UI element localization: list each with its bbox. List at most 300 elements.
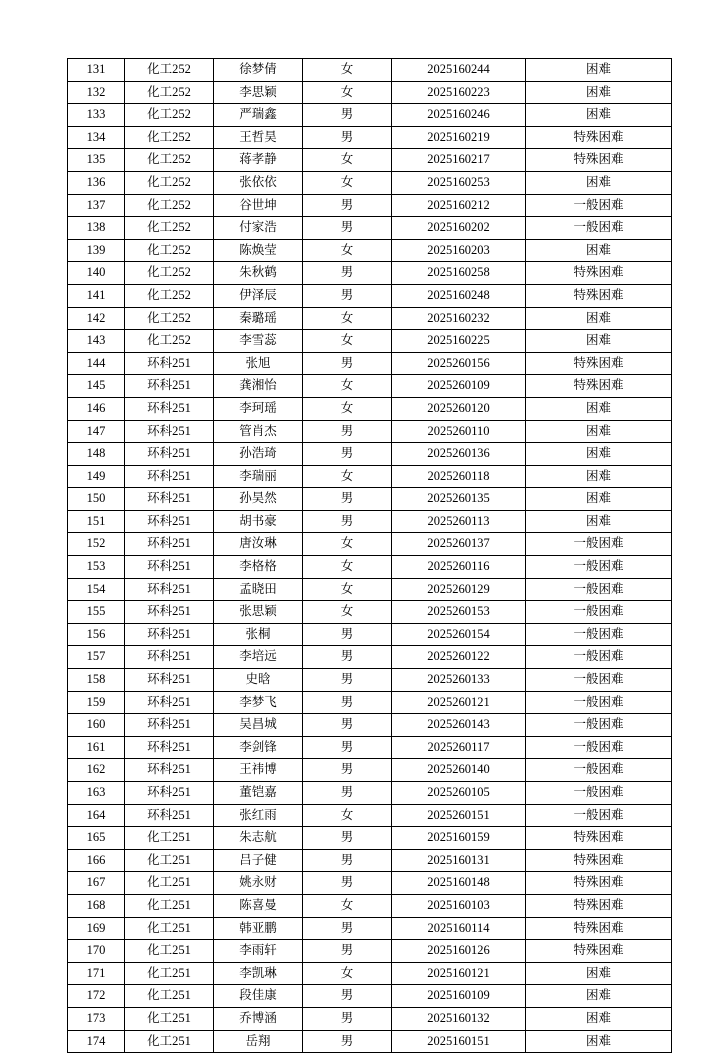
cell-student-id: 2025160217 [392, 149, 526, 172]
cell-name: 李剑锋 [214, 736, 303, 759]
cell-level: 一般困难 [526, 804, 672, 827]
table-row [68, 736, 672, 759]
cell-gender: 女 [303, 59, 392, 82]
cell-gender: 女 [303, 330, 392, 353]
cell-name: 段佳康 [214, 985, 303, 1008]
cell-class: 化工251 [125, 940, 214, 963]
cell-name: 朱秋鹤 [214, 262, 303, 285]
cell-level: 特殊困难 [526, 940, 672, 963]
cell-name: 张思颖 [214, 601, 303, 624]
cell-level: 一般困难 [526, 556, 672, 579]
cell-class: 化工251 [125, 1030, 214, 1053]
student-assistance-table [67, 58, 672, 1053]
cell-name: 李珂瑶 [214, 397, 303, 420]
cell-class: 环科251 [125, 736, 214, 759]
cell-gender: 男 [303, 126, 392, 149]
table-row [68, 104, 672, 127]
table-row [68, 126, 672, 149]
cell-name: 付家浩 [214, 217, 303, 240]
cell-class: 环科251 [125, 510, 214, 533]
table-row [68, 239, 672, 262]
cell-student-id: 2025160258 [392, 262, 526, 285]
cell-student-id: 2025260118 [392, 465, 526, 488]
cell-student-id: 2025160103 [392, 894, 526, 917]
cell-class: 化工252 [125, 217, 214, 240]
table-row [68, 330, 672, 353]
cell-name: 李培远 [214, 646, 303, 669]
table-body [68, 59, 672, 1053]
cell-name: 张依依 [214, 171, 303, 194]
table-row [68, 714, 672, 737]
cell-level: 困难 [526, 397, 672, 420]
cell-gender: 男 [303, 262, 392, 285]
cell-level: 特殊困难 [526, 149, 672, 172]
cell-student-id: 2025160114 [392, 917, 526, 940]
table-row [68, 804, 672, 827]
cell-name: 孙昊然 [214, 488, 303, 511]
cell-class: 环科251 [125, 623, 214, 646]
cell-class: 化工251 [125, 985, 214, 1008]
cell-student-id: 2025260137 [392, 533, 526, 556]
cell-level: 特殊困难 [526, 375, 672, 398]
cell-index: 133 [68, 104, 125, 127]
cell-student-id: 2025160203 [392, 239, 526, 262]
cell-student-id: 2025160121 [392, 962, 526, 985]
table-row [68, 623, 672, 646]
cell-gender: 男 [303, 1007, 392, 1030]
cell-level: 困难 [526, 465, 672, 488]
table-row [68, 307, 672, 330]
table-row [68, 262, 672, 285]
cell-class: 环科251 [125, 601, 214, 624]
cell-student-id: 2025260140 [392, 759, 526, 782]
cell-name: 谷世坤 [214, 194, 303, 217]
cell-index: 159 [68, 691, 125, 714]
cell-index: 167 [68, 872, 125, 895]
cell-name: 王祎博 [214, 759, 303, 782]
cell-name: 吴昌城 [214, 714, 303, 737]
cell-level: 一般困难 [526, 691, 672, 714]
cell-index: 165 [68, 827, 125, 850]
cell-level: 特殊困难 [526, 262, 672, 285]
table-row [68, 782, 672, 805]
cell-name: 李雨轩 [214, 940, 303, 963]
table-row [68, 217, 672, 240]
cell-level: 困难 [526, 59, 672, 82]
table-row [68, 81, 672, 104]
table-row [68, 510, 672, 533]
cell-class: 环科251 [125, 488, 214, 511]
cell-level: 一般困难 [526, 669, 672, 692]
cell-name: 张红雨 [214, 804, 303, 827]
table-row [68, 443, 672, 466]
cell-name: 唐汝琳 [214, 533, 303, 556]
cell-class: 化工252 [125, 330, 214, 353]
table-row [68, 940, 672, 963]
cell-student-id: 2025260110 [392, 420, 526, 443]
cell-index: 131 [68, 59, 125, 82]
table-row [68, 872, 672, 895]
cell-student-id: 2025160132 [392, 1007, 526, 1030]
cell-gender: 男 [303, 759, 392, 782]
table-row [68, 894, 672, 917]
cell-name: 王哲昊 [214, 126, 303, 149]
cell-class: 化工251 [125, 849, 214, 872]
cell-name: 严瑞鑫 [214, 104, 303, 127]
cell-student-id: 2025160223 [392, 81, 526, 104]
cell-gender: 男 [303, 488, 392, 511]
cell-class: 化工251 [125, 827, 214, 850]
cell-name: 徐梦倩 [214, 59, 303, 82]
cell-class: 化工252 [125, 59, 214, 82]
cell-index: 149 [68, 465, 125, 488]
cell-student-id: 2025260129 [392, 578, 526, 601]
cell-gender: 男 [303, 736, 392, 759]
cell-class: 环科251 [125, 397, 214, 420]
cell-gender: 男 [303, 917, 392, 940]
cell-index: 150 [68, 488, 125, 511]
cell-student-id: 2025160159 [392, 827, 526, 850]
cell-class: 化工251 [125, 1007, 214, 1030]
cell-level: 困难 [526, 1007, 672, 1030]
table-row [68, 578, 672, 601]
cell-class: 环科251 [125, 759, 214, 782]
cell-student-id: 2025260121 [392, 691, 526, 714]
cell-gender: 男 [303, 782, 392, 805]
cell-class: 环科251 [125, 691, 214, 714]
cell-gender: 男 [303, 714, 392, 737]
cell-name: 蒋孝静 [214, 149, 303, 172]
cell-level: 困难 [526, 171, 672, 194]
cell-index: 136 [68, 171, 125, 194]
cell-index: 164 [68, 804, 125, 827]
cell-level: 特殊困难 [526, 352, 672, 375]
cell-class: 化工252 [125, 284, 214, 307]
cell-student-id: 2025160148 [392, 872, 526, 895]
cell-name: 张桐 [214, 623, 303, 646]
cell-level: 困难 [526, 104, 672, 127]
cell-student-id: 2025260143 [392, 714, 526, 737]
cell-class: 化工252 [125, 104, 214, 127]
cell-class: 环科251 [125, 556, 214, 579]
cell-student-id: 2025260117 [392, 736, 526, 759]
cell-index: 144 [68, 352, 125, 375]
table-row [68, 849, 672, 872]
cell-index: 148 [68, 443, 125, 466]
cell-class: 化工251 [125, 872, 214, 895]
cell-student-id: 2025160212 [392, 194, 526, 217]
cell-name: 李思颖 [214, 81, 303, 104]
table-row [68, 985, 672, 1008]
cell-student-id: 2025160225 [392, 330, 526, 353]
cell-name: 姚永财 [214, 872, 303, 895]
cell-level: 一般困难 [526, 646, 672, 669]
cell-level: 一般困难 [526, 533, 672, 556]
cell-index: 166 [68, 849, 125, 872]
table-row [68, 488, 672, 511]
cell-gender: 女 [303, 171, 392, 194]
cell-gender: 男 [303, 510, 392, 533]
cell-class: 环科251 [125, 533, 214, 556]
cell-index: 162 [68, 759, 125, 782]
cell-index: 157 [68, 646, 125, 669]
cell-student-id: 2025260136 [392, 443, 526, 466]
cell-class: 化工252 [125, 149, 214, 172]
cell-class: 环科251 [125, 782, 214, 805]
cell-gender: 女 [303, 601, 392, 624]
cell-class: 环科251 [125, 578, 214, 601]
cell-class: 环科251 [125, 714, 214, 737]
cell-index: 142 [68, 307, 125, 330]
cell-level: 特殊困难 [526, 872, 672, 895]
cell-level: 特殊困难 [526, 917, 672, 940]
cell-class: 环科251 [125, 669, 214, 692]
cell-index: 138 [68, 217, 125, 240]
table-row [68, 171, 672, 194]
cell-student-id: 2025260120 [392, 397, 526, 420]
cell-index: 146 [68, 397, 125, 420]
cell-level: 困难 [526, 985, 672, 1008]
cell-student-id: 2025160151 [392, 1030, 526, 1053]
cell-level: 困难 [526, 443, 672, 466]
cell-student-id: 2025260116 [392, 556, 526, 579]
table-row [68, 375, 672, 398]
cell-class: 环科251 [125, 646, 214, 669]
cell-gender: 女 [303, 465, 392, 488]
cell-level: 一般困难 [526, 217, 672, 240]
cell-gender: 男 [303, 691, 392, 714]
cell-class: 化工252 [125, 262, 214, 285]
cell-class: 环科251 [125, 465, 214, 488]
cell-index: 135 [68, 149, 125, 172]
cell-level: 特殊困难 [526, 849, 672, 872]
cell-gender: 男 [303, 827, 392, 850]
cell-gender: 女 [303, 533, 392, 556]
cell-gender: 男 [303, 623, 392, 646]
cell-level: 困难 [526, 81, 672, 104]
cell-student-id: 2025160232 [392, 307, 526, 330]
cell-gender: 男 [303, 872, 392, 895]
cell-name: 李瑞丽 [214, 465, 303, 488]
table-row [68, 149, 672, 172]
table-row [68, 962, 672, 985]
table-row [68, 194, 672, 217]
cell-class: 化工252 [125, 307, 214, 330]
cell-name: 董铠嘉 [214, 782, 303, 805]
cell-index: 145 [68, 375, 125, 398]
cell-student-id: 2025260105 [392, 782, 526, 805]
cell-gender: 女 [303, 556, 392, 579]
cell-gender: 男 [303, 940, 392, 963]
cell-student-id: 2025160202 [392, 217, 526, 240]
cell-class: 环科251 [125, 443, 214, 466]
cell-gender: 男 [303, 217, 392, 240]
cell-gender: 女 [303, 894, 392, 917]
cell-name: 韩亚鹏 [214, 917, 303, 940]
cell-index: 141 [68, 284, 125, 307]
cell-level: 一般困难 [526, 601, 672, 624]
cell-level: 困难 [526, 962, 672, 985]
cell-student-id: 2025160219 [392, 126, 526, 149]
cell-name: 吕子健 [214, 849, 303, 872]
cell-name: 李格格 [214, 556, 303, 579]
cell-gender: 女 [303, 375, 392, 398]
cell-gender: 男 [303, 104, 392, 127]
table-row [68, 669, 672, 692]
cell-name: 龚湘怡 [214, 375, 303, 398]
table-row [68, 556, 672, 579]
cell-level: 一般困难 [526, 759, 672, 782]
cell-index: 161 [68, 736, 125, 759]
cell-gender: 女 [303, 307, 392, 330]
cell-gender: 男 [303, 352, 392, 375]
cell-level: 特殊困难 [526, 284, 672, 307]
cell-index: 155 [68, 601, 125, 624]
cell-index: 156 [68, 623, 125, 646]
cell-class: 化工251 [125, 894, 214, 917]
cell-gender: 男 [303, 1030, 392, 1053]
cell-name: 史晗 [214, 669, 303, 692]
cell-student-id: 2025160109 [392, 985, 526, 1008]
cell-student-id: 2025260154 [392, 623, 526, 646]
cell-index: 152 [68, 533, 125, 556]
table-row [68, 1030, 672, 1053]
cell-index: 132 [68, 81, 125, 104]
table-row [68, 533, 672, 556]
cell-gender: 男 [303, 985, 392, 1008]
cell-name: 秦璐瑶 [214, 307, 303, 330]
cell-index: 158 [68, 669, 125, 692]
table-row [68, 917, 672, 940]
table-row [68, 397, 672, 420]
table-row [68, 827, 672, 850]
cell-level: 困难 [526, 307, 672, 330]
cell-gender: 男 [303, 284, 392, 307]
cell-name: 李梦飞 [214, 691, 303, 714]
cell-name: 李凯琳 [214, 962, 303, 985]
cell-gender: 男 [303, 669, 392, 692]
cell-gender: 男 [303, 849, 392, 872]
cell-gender: 男 [303, 646, 392, 669]
cell-level: 困难 [526, 330, 672, 353]
cell-level: 一般困难 [526, 194, 672, 217]
cell-name: 乔博涵 [214, 1007, 303, 1030]
cell-gender: 女 [303, 962, 392, 985]
cell-student-id: 2025160246 [392, 104, 526, 127]
cell-index: 147 [68, 420, 125, 443]
cell-index: 171 [68, 962, 125, 985]
cell-level: 特殊困难 [526, 126, 672, 149]
table-row [68, 420, 672, 443]
cell-level: 特殊困难 [526, 827, 672, 850]
cell-name: 李雪蕊 [214, 330, 303, 353]
cell-index: 163 [68, 782, 125, 805]
cell-class: 环科251 [125, 375, 214, 398]
cell-name: 陈喜曼 [214, 894, 303, 917]
cell-index: 153 [68, 556, 125, 579]
cell-gender: 女 [303, 81, 392, 104]
cell-class: 化工252 [125, 194, 214, 217]
cell-class: 化工251 [125, 962, 214, 985]
cell-index: 170 [68, 940, 125, 963]
cell-name: 孟晓田 [214, 578, 303, 601]
cell-level: 一般困难 [526, 782, 672, 805]
table-row [68, 759, 672, 782]
cell-gender: 女 [303, 239, 392, 262]
cell-index: 154 [68, 578, 125, 601]
table-row [68, 352, 672, 375]
cell-name: 胡书豪 [214, 510, 303, 533]
cell-student-id: 2025260133 [392, 669, 526, 692]
cell-gender: 女 [303, 149, 392, 172]
cell-class: 环科251 [125, 420, 214, 443]
cell-gender: 女 [303, 397, 392, 420]
cell-level: 困难 [526, 1030, 672, 1053]
cell-level: 困难 [526, 510, 672, 533]
cell-student-id: 2025260156 [392, 352, 526, 375]
cell-index: 172 [68, 985, 125, 1008]
cell-name: 伊泽辰 [214, 284, 303, 307]
cell-student-id: 2025160244 [392, 59, 526, 82]
cell-gender: 女 [303, 804, 392, 827]
cell-gender: 男 [303, 443, 392, 466]
cell-class: 化工252 [125, 171, 214, 194]
table-row [68, 59, 672, 82]
cell-name: 孙浩琦 [214, 443, 303, 466]
cell-student-id: 2025160248 [392, 284, 526, 307]
cell-class: 化工252 [125, 81, 214, 104]
cell-class: 化工252 [125, 239, 214, 262]
cell-class: 环科251 [125, 804, 214, 827]
cell-student-id: 2025160131 [392, 849, 526, 872]
cell-class: 化工252 [125, 126, 214, 149]
cell-index: 140 [68, 262, 125, 285]
cell-gender: 男 [303, 420, 392, 443]
cell-name: 岳翔 [214, 1030, 303, 1053]
cell-gender: 女 [303, 578, 392, 601]
cell-level: 一般困难 [526, 736, 672, 759]
cell-index: 151 [68, 510, 125, 533]
cell-index: 143 [68, 330, 125, 353]
cell-student-id: 2025260122 [392, 646, 526, 669]
cell-index: 168 [68, 894, 125, 917]
cell-student-id: 2025160126 [392, 940, 526, 963]
cell-level: 困难 [526, 239, 672, 262]
cell-class: 化工251 [125, 917, 214, 940]
cell-class: 环科251 [125, 352, 214, 375]
cell-level: 一般困难 [526, 578, 672, 601]
cell-index: 173 [68, 1007, 125, 1030]
table-row [68, 465, 672, 488]
table-row [68, 284, 672, 307]
cell-level: 特殊困难 [526, 894, 672, 917]
cell-index: 139 [68, 239, 125, 262]
cell-student-id: 2025260151 [392, 804, 526, 827]
cell-student-id: 2025260153 [392, 601, 526, 624]
cell-student-id: 2025260135 [392, 488, 526, 511]
cell-index: 169 [68, 917, 125, 940]
cell-level: 一般困难 [526, 623, 672, 646]
cell-student-id: 2025160253 [392, 171, 526, 194]
cell-name: 张旭 [214, 352, 303, 375]
cell-index: 137 [68, 194, 125, 217]
cell-level: 困难 [526, 488, 672, 511]
cell-student-id: 2025260113 [392, 510, 526, 533]
cell-level: 困难 [526, 420, 672, 443]
cell-name: 朱志航 [214, 827, 303, 850]
table-row [68, 646, 672, 669]
cell-index: 160 [68, 714, 125, 737]
